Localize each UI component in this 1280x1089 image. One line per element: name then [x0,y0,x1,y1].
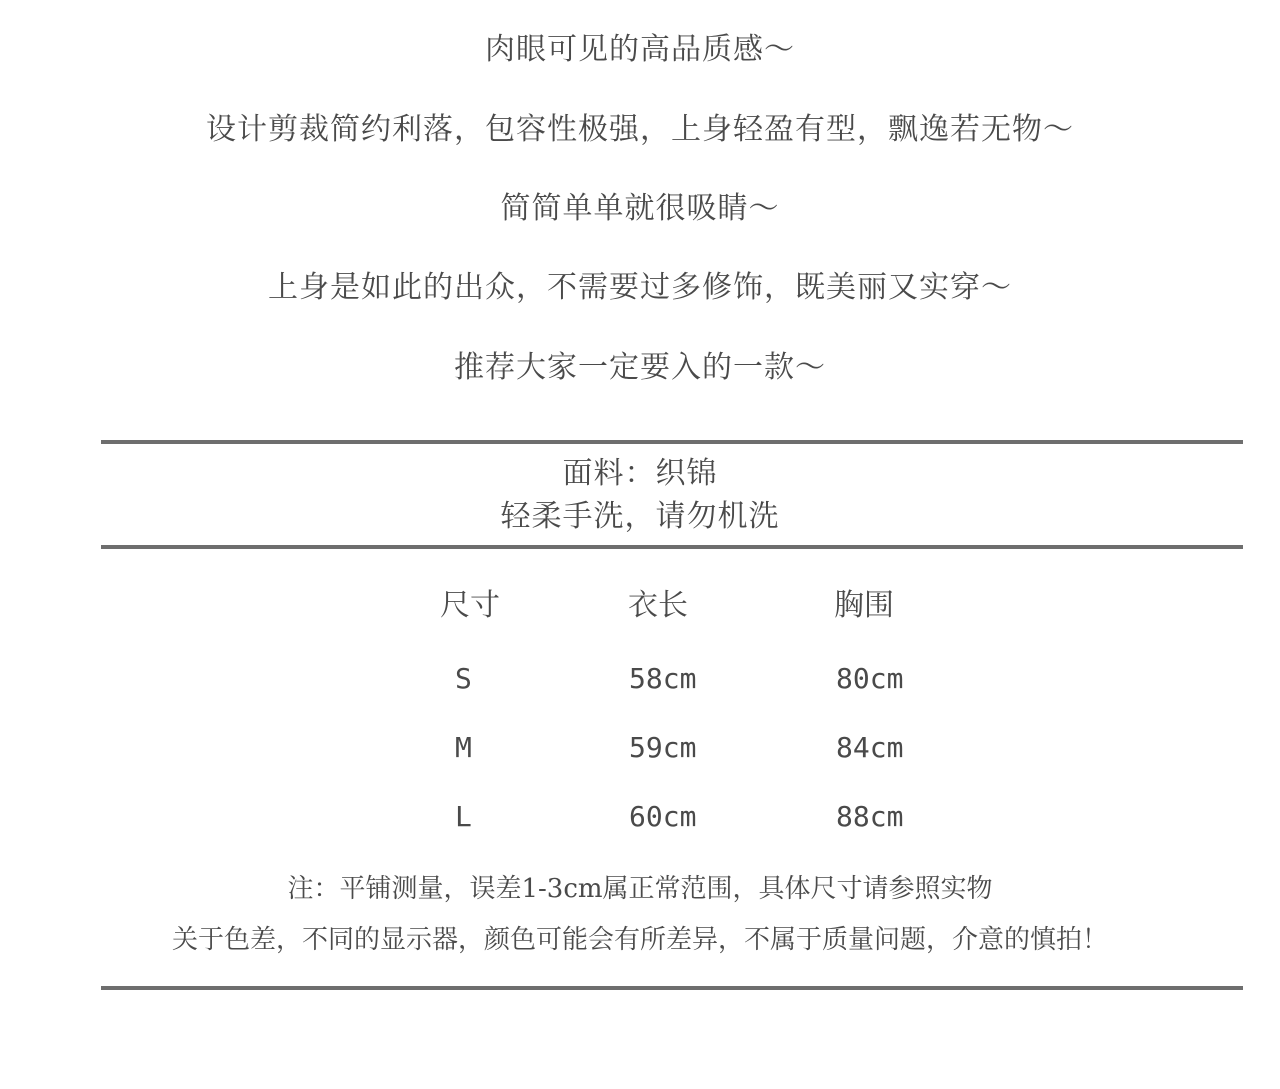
intro-line-3: 简简单单就很吸睛～ [500,191,780,226]
row-s-length: 58cm [629,662,697,695]
intro-line-5: 推荐大家一定要入的一款～ [454,350,826,385]
row-s-bust: 80cm [836,662,904,695]
intro-line-2: 设计剪裁简约利落，包容性极强，上身轻盈有型，飘逸若无物～ [206,112,1074,147]
size-table [0,580,1280,850]
measurement-note: 注：平铺测量，误差1-3cm属正常范围，具体尺寸请参照实物 [287,874,993,904]
divider-top [101,440,1243,444]
header-length: 衣长 [628,588,688,623]
color-difference-note: 关于色差，不同的显示器，颜色可能会有所差异，不属于质量问题，介意的慎拍！ [171,925,1108,955]
intro-line-1: 肉眼可见的高品质感～ [485,32,795,67]
row-m-bust: 84cm [836,731,904,764]
row-l-size: L [455,800,472,833]
row-s-size: S [455,662,472,695]
row-m-length: 59cm [629,731,697,764]
header-bust: 胸围 [834,588,894,623]
row-m-size: M [455,731,472,764]
intro-line-4: 上身是如此的出众，不需要过多修饰，既美丽又实穿～ [268,270,1012,305]
divider-middle [101,545,1243,549]
row-l-bust: 88cm [836,800,904,833]
row-l-length: 60cm [629,800,697,833]
divider-bottom [101,986,1243,990]
header-size: 尺寸 [440,588,500,623]
care-instructions: 轻柔手洗，请勿机洗 [500,499,780,534]
fabric-material: 面料：织锦 [562,456,718,491]
